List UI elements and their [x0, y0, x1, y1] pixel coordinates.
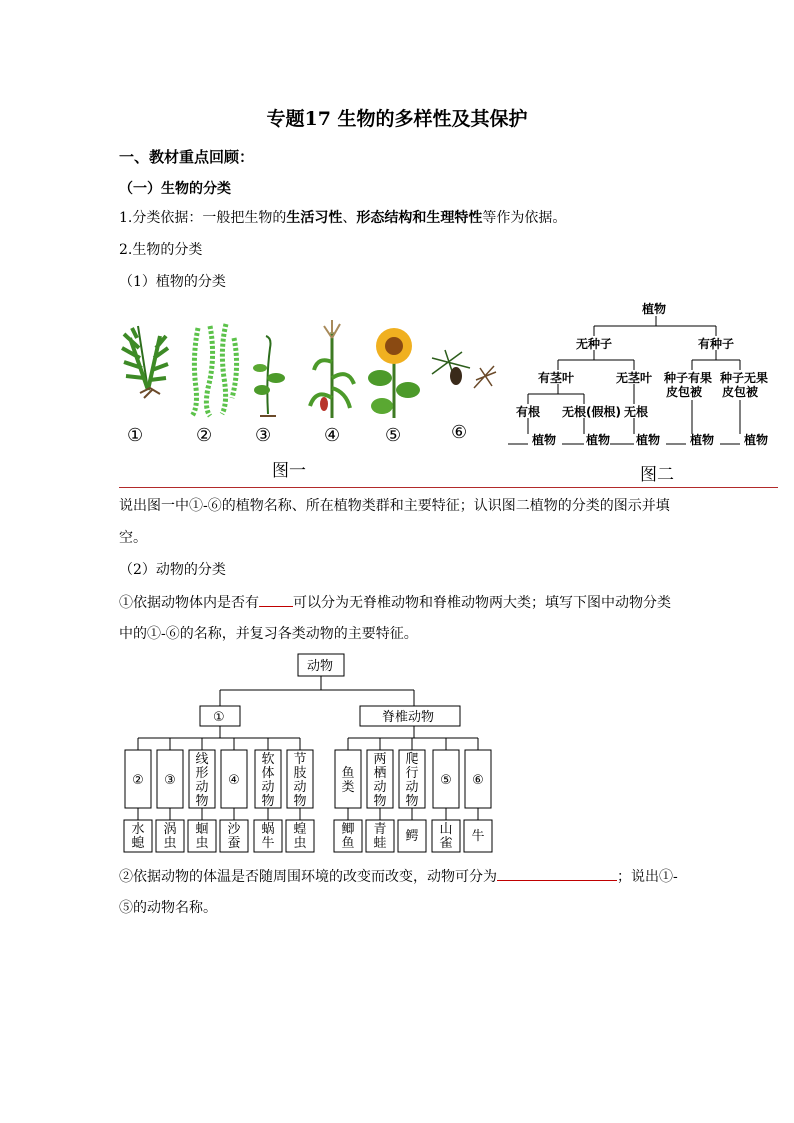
tree-node-no-root-2: 无根 [624, 405, 649, 419]
paragraph-animal-classification: （2）动物的分类 [119, 562, 226, 578]
plant-illustrations [110, 318, 510, 478]
animal-group-label: 鱼类 [341, 766, 355, 795]
figure-2-label: 图二 [640, 465, 674, 485]
paragraph-animal-q2-line1 [119, 866, 678, 887]
tree-node-fruit-no-2: 皮包被 [722, 385, 759, 399]
animal-group-label: 节肢动物 [293, 752, 307, 809]
animal-example-label: 鲫鱼 [341, 822, 355, 851]
animal-example-label: 蝗虫 [293, 822, 307, 851]
figure-1-label: 图一 [272, 461, 306, 481]
tree-leaf-3: 植物 [636, 433, 661, 447]
tree-node-seed: 有种子 [698, 337, 735, 351]
animal-group-label: 两栖动物 [373, 752, 387, 809]
animal-example-label: 沙蚕 [227, 822, 241, 851]
animal-example-label: 涡虫 [163, 822, 177, 851]
paragraph-classification: 2.生物的分类 [119, 242, 203, 258]
tree-leaf-5: 植物 [744, 433, 769, 447]
sunflower-illustration [368, 328, 420, 418]
animal-group-label: ④ [228, 773, 240, 788]
invertebrate-label: ① [213, 710, 225, 725]
plant-number-5: ⑤ [385, 425, 402, 446]
text-segment: 等作为依据。 [482, 210, 567, 226]
text-segment: 可以分为无脊椎动物和脊椎动物两大类；填写下图中动物分类 [293, 595, 671, 611]
fill-blank-1[interactable] [259, 592, 293, 607]
animal-group-label: 线形动物 [195, 752, 209, 809]
plant-number-2: ② [196, 425, 213, 446]
text-segment: ；说出①- [617, 869, 678, 885]
paragraph-classification-basis [119, 208, 566, 228]
section-divider [119, 487, 778, 488]
paragraph-animal-q1-line2: 中的①-⑥的名称，并复习各类动物的主要特征。 [119, 626, 418, 642]
section-heading: 一、教材重点回顾： [119, 148, 255, 166]
animal-example-label: 水螅 [131, 822, 145, 851]
plant-classification-tree [506, 298, 782, 456]
animal-group-label: 爬行动物 [405, 752, 419, 809]
subsection-heading: （一）生物的分类 [119, 181, 231, 197]
tree-node-no-root: 无根(假根) [562, 405, 621, 419]
text-segment: 1.分类依据：一般把生物的 [119, 210, 287, 226]
vertebrate-label: 脊椎动物 [382, 710, 435, 725]
fern-illustration [122, 326, 168, 398]
animal-example-label: 牛 [471, 829, 485, 844]
text-segment: 和 [412, 210, 427, 226]
plant-number-6: ⑥ [451, 422, 468, 443]
tree-node-fruit-yes-1: 种子有果 [664, 371, 713, 385]
seedling-illustration [253, 336, 285, 416]
bold-term: 生理特性 [426, 210, 483, 226]
animal-group-label: 软体动物 [261, 752, 275, 809]
text-segment: 、 [342, 210, 357, 226]
tree-node-has-root: 有根 [516, 405, 541, 419]
animal-group-label: ② [132, 773, 144, 788]
bold-term: 形态结构 [356, 210, 413, 226]
tree-leaf-1: 植物 [532, 433, 557, 447]
tree-leaf-2: 植物 [586, 433, 611, 447]
animal-example-label: 鳄 [405, 829, 419, 844]
text-segment: ①依据动物体内是否有 [119, 595, 259, 611]
tree-node-no-stem-leaf: 无茎叶 [616, 371, 653, 385]
algae-illustration [192, 324, 237, 416]
tree-node-fruit-yes-2: 皮包被 [666, 385, 703, 399]
animal-classification-tree [120, 652, 500, 858]
tree-node-no-seed: 无种子 [576, 337, 613, 351]
animal-root-label: 动物 [307, 659, 334, 674]
tree-node-fruit-no-1: 种子无果 [720, 371, 769, 385]
pine-illustration [432, 350, 496, 388]
animal-group-label: ⑤ [440, 773, 452, 788]
text-segment: ②依据动物的体温是否随周围环境的改变而改变，动物可分为 [119, 869, 497, 885]
animal-example-label: 山雀 [439, 822, 453, 851]
paragraph-plant-instructions-1: 说出图一中①-⑥的植物名称、所在植物类群和主要特征；认识图二植物的分类的图示并填 [119, 498, 670, 514]
plant-number-1: ① [127, 425, 144, 446]
paragraph-plant-instructions-2: 空。 [119, 530, 147, 546]
animal-group-label: ③ [164, 773, 176, 788]
paragraph-animal-q1-line1 [119, 592, 671, 613]
page-title: 专题17 生物的多样性及其保护 [266, 108, 528, 130]
tree-node-stem-leaf: 有茎叶 [538, 371, 575, 385]
animal-group-label: ⑥ [472, 773, 484, 788]
animal-example-label: 蜗牛 [261, 822, 275, 851]
plant-number-4: ④ [324, 425, 341, 446]
tree-leaf-4: 植物 [690, 433, 715, 447]
animal-example-label: 蛔虫 [195, 822, 209, 851]
tree-node-plant: 植物 [642, 302, 667, 316]
corn-illustration [310, 320, 354, 418]
paragraph-animal-q2-line2: ⑤的动物名称。 [119, 900, 217, 916]
plant-number-3: ③ [255, 425, 272, 446]
bold-term: 生活习性 [286, 210, 343, 226]
paragraph-plant-classification: （1）植物的分类 [119, 274, 226, 290]
animal-example-label: 青蛙 [373, 822, 387, 851]
fill-blank-2[interactable] [497, 866, 617, 881]
